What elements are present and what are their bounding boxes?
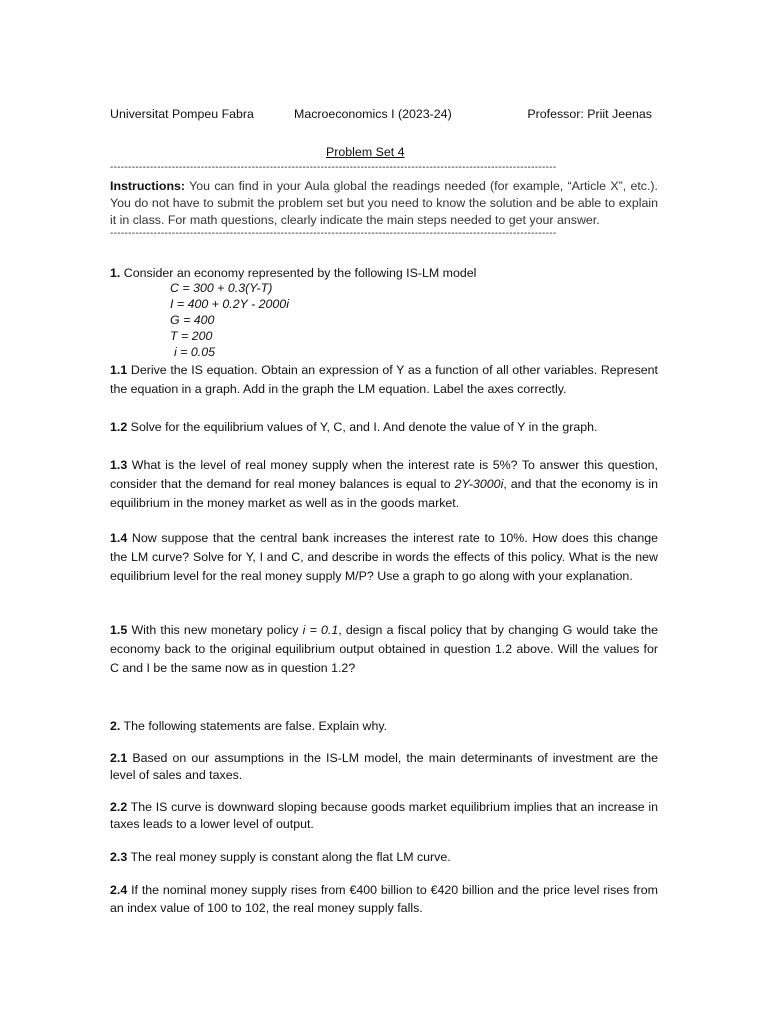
question-1-3 — [110, 456, 658, 513]
question-number: 1.4 — [110, 531, 128, 545]
model-equations — [170, 280, 289, 360]
instructions-text: You can find in your Aula global the readings needed (for example, “Article X”, etc.). You do not have to submit the problem set but you need to know the solution and be able to explain it in class. For math questions, clearly indicate the main steps needed to get your answer. — [110, 179, 658, 227]
question-2-2 — [110, 799, 658, 833]
question-number: 2. — [110, 719, 121, 733]
policy-formula: i = 0.1 — [302, 623, 339, 637]
question-number: 2.4 — [110, 883, 128, 897]
equation-government: G = 400 — [170, 313, 215, 327]
question-2-1 — [110, 750, 658, 784]
header — [110, 107, 658, 125]
divider-top: --------------------------------------------------------------------------------------------------------------------------- — [110, 162, 557, 173]
question-text: What is the level of real money supply when the interest rate is 5%? To answer this question, consider that the demand for real money balances is equal to — [110, 458, 658, 491]
money-demand-formula: 2Y-3000i — [454, 477, 504, 491]
professor-name: Professor: Priit Jeenas — [527, 107, 652, 121]
equation-taxes: T = 200 — [170, 329, 213, 343]
question-text: The IS curve is downward sloping because goods market equilibrium implies that an increase in taxes leads to a lower level of output. — [110, 800, 658, 831]
question-text: Derive the IS equation. Obtain an expression of Y as a function of all other variables. Represent the equation in a graph. Add in the graph the LM equation. Label the axes correctly. — [110, 363, 658, 396]
question-number: 2.2 — [110, 800, 128, 814]
question-text-cont: , and that the economy is in equilibrium in the money market as well as in the goods market. — [110, 477, 658, 510]
question-number: 1. — [110, 266, 121, 280]
question-number: 1.5 — [110, 623, 128, 637]
question-2 — [110, 717, 658, 736]
question-text: Solve for the equilibrium values of Y, C, and I. And denote the value of Y in the graph. — [127, 420, 598, 434]
question-number: 1.1 — [110, 363, 128, 377]
question-text-cont: , design a fiscal policy that by changing G would take the economy back to the original equilibrium output obtained in question 1.2 above. Will the values for C and I be the same now as in question 1.2? — [110, 623, 658, 675]
equation-consumption: C = 300 + 0.3(Y-T) — [170, 281, 273, 295]
instructions — [110, 178, 658, 229]
question-text: The following statements are false. Explain why. — [120, 719, 388, 733]
divider-bottom: --------------------------------------------------------------------------------------------------------------------------- — [110, 228, 557, 239]
question-text: The real money supply is constant along the flat LM curve. — [127, 850, 451, 864]
question-text: Consider an economy represented by the following IS-LM model — [120, 266, 477, 280]
question-number: 1.2 — [110, 420, 128, 434]
question-text: If the nominal money supply rises from €400 billion to €420 billion and the price level rises from an index value of 100 to 102, the real money supply falls. — [110, 883, 658, 915]
university-name: Universitat Pompeu Fabra — [110, 107, 254, 121]
equation-interest: i = 0.05 — [174, 345, 215, 359]
equation-investment: I = 400 + 0.2Y - 2000i — [170, 297, 289, 311]
question-text: Based on our assumptions in the IS-LM model, the main determinants of investment are the level of sales and taxes. — [110, 751, 658, 782]
question-number: 2.3 — [110, 850, 128, 864]
instructions-label: Instructions: — [110, 179, 186, 193]
question-1-4 — [110, 529, 658, 586]
question-2-4 — [110, 881, 658, 917]
course-name: Macroeconomics I (2023-24) — [294, 107, 452, 121]
question-text: Now suppose that the central bank increases the interest rate to 10%. How does this change the LM curve? Solve for Y, I and C, and describe in words the effects of this policy. What is the new equilibrium level for the real money supply M/P? Use a graph to go along with your explanation. — [110, 531, 658, 583]
question-2-3 — [110, 848, 658, 867]
page-title: Problem Set 4 — [326, 145, 405, 159]
question-1-2 — [110, 418, 658, 437]
question-number: 2.1 — [110, 751, 128, 765]
question-number: 1.3 — [110, 458, 128, 472]
question-1-5 — [110, 621, 658, 678]
question-1-1 — [110, 361, 658, 399]
question-text: With this new monetary policy — [127, 623, 303, 637]
